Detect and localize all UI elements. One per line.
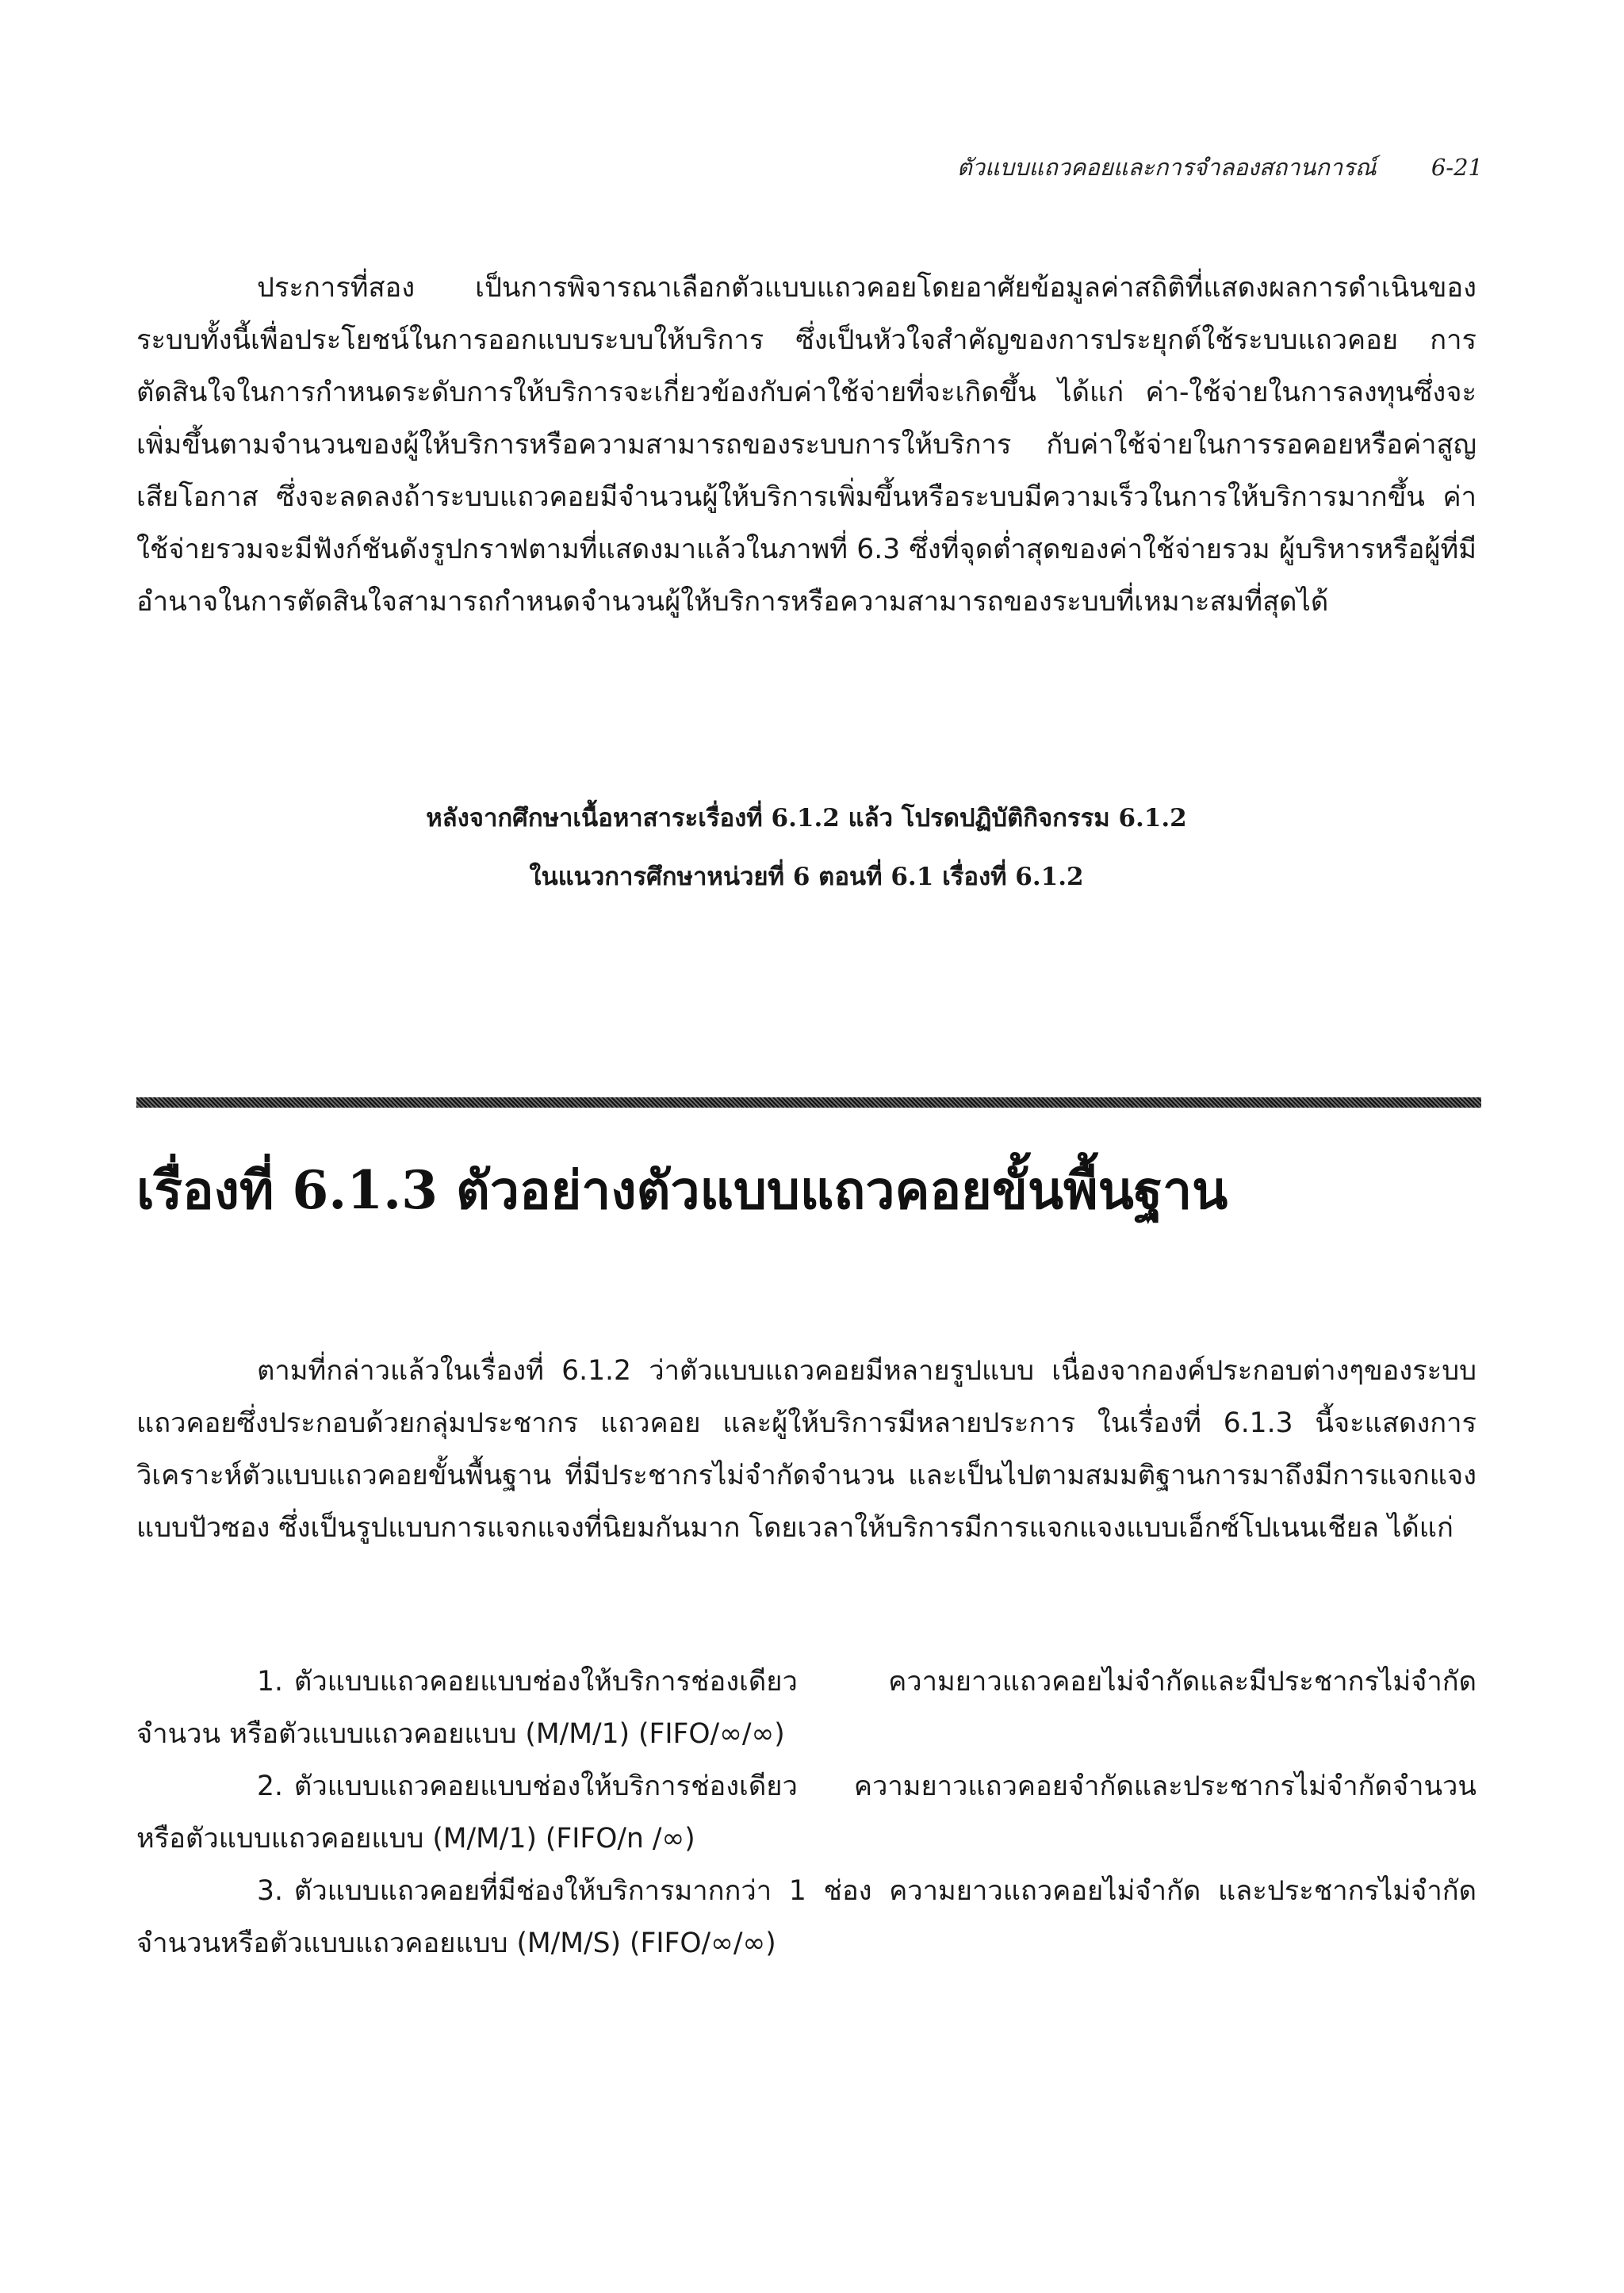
- page-number: 6-21: [1431, 154, 1483, 181]
- body-paragraph-2: ตามที่กล่าวแล้วในเรื่องที่ 6.1.2 ว่าตัวแบบแถวคอยมีหลายรูปแบบ เนื่องจากองค์ประกอบต่างๆของระบบแถวคอยซึ่งประกอบด้วยกลุ่มประชากร แถวคอย และผู้ให้บริการมีหลายประการ ในเรื่องที่ 6.1.3 นี้จะแสดงการวิเคราะห์ตัวแบบแถวคอยขั้นพื้นฐาน ที่มีประชากรไม่จำกัดจำนวน และเป็นไปตามสมมติฐานการมาถึงมีการแจกแจงแบบปัวซอง ซึ่งเป็นรูปแบบการแจกแจงที่นิยมกันมาก โดยเวลาให้บริการมีการแจกแจงแบบเอ็กซ์โปเนนเชียล ได้แก่: [136, 1355, 1477, 1544]
- list-item: [136, 1656, 1477, 1760]
- running-header: [833, 149, 1483, 186]
- list-item-text: ตัวแบบแถวคอยแบบช่องให้บริการช่องเดียว ความยาวแถวคอยจำกัดและประชากรไม่จำกัดจำนวน หรือตัวแบบแถวคอยแบบ (M/M/1) (FIFO/n /∞): [136, 1770, 1477, 1855]
- list-item-number: 2.: [257, 1770, 283, 1802]
- activity-note-line-2: ในแนวการศึกษาหน่วยที่ 6 ตอนที่ 6.1 เรื่องที่ 6.1.2: [529, 863, 1084, 891]
- list-item-text: ตัวแบบแถวคอยแบบช่องให้บริการช่องเดียว ความยาวแถวคอยไม่จำกัดและมีประชากรไม่จำกัดจำนวน หรือตัวแบบแถวคอยแบบ (M/M/1) (FIFO/∞/∞): [136, 1666, 1477, 1750]
- list-item-text: ตัวแบบแถวคอยที่มีช่องให้บริการมากกว่า 1 ช่อง ความยาวแถวคอยไม่จำกัด และประชากรไม่จำกัดจำนวนหรือตัวแบบแถวคอยแบบ (M/M/S) (FIFO/∞/∞): [136, 1875, 1477, 1959]
- section-divider: [136, 1097, 1481, 1108]
- list-item-number: 3.: [257, 1875, 283, 1907]
- list-item: [136, 1865, 1477, 1970]
- section-heading: เรื่องที่ 6.1.3 ตัวอย่างตัวแบบแถวคอยขั้นพื้นฐาน: [136, 1159, 1228, 1221]
- list-item: [136, 1760, 1477, 1865]
- activity-note-line-1: หลังจากศึกษาเนื้อหาสาระเรื่องที่ 6.1.2 แล้ว โปรดปฏิบัติกิจกรรม 6.1.2: [426, 804, 1187, 833]
- list-item-number: 1.: [257, 1666, 283, 1698]
- body-paragraph-1: ประการที่สอง เป็นการพิจารณาเลือกตัวแบบแถวคอยโดยอาศัยข้อมูลค่าสถิติที่แสดงผลการดำเนินของระบบทั้งนี้เพื่อประโยชน์ในการออกแบบระบบให้บริการ ซึ่งเป็นหัวใจสำคัญของการประยุกต์ใช้ระบบแถวคอย การตัดสินใจในการกำหนดระดับการให้บริการจะเกี่ยวข้องกับค่าใช้จ่ายที่จะเกิดขึ้น ได้แก่ ค่า-ใช้จ่ายในการลงทุนซึ่งจะเพิ่มขึ้นตามจำนวนของผู้ให้บริการหรือความสามารถของระบบการให้บริการ กับค่าใช้จ่ายในการรอคอยหรือค่าสูญเสียโอกาส ซึ่งจะลดลงถ้าระบบแถวคอยมีจำนวนผู้ให้บริการเพิ่มขึ้นหรือระบบมีความเร็วในการให้บริการมากขึ้น ค่าใช้จ่ายรวมจะมีฟังก์ชันดังรูปกราฟตามที่แสดงมาแล้วในภาพที่ 6.3 ซึ่งที่จุดต่ำสุดของค่าใช้จ่ายรวม ผู้บริหารหรือผู้ที่มีอำนาจในการตัดสินใจสามารถกำหนดจำนวนผู้ให้บริการหรือความสามารถของระบบที่เหมาะสมที่สุดได้: [136, 272, 1477, 618]
- activity-note: [136, 789, 1477, 906]
- running-header-title: ตัวแบบแถวคอยและการจำลองสถานการณ์: [956, 154, 1377, 181]
